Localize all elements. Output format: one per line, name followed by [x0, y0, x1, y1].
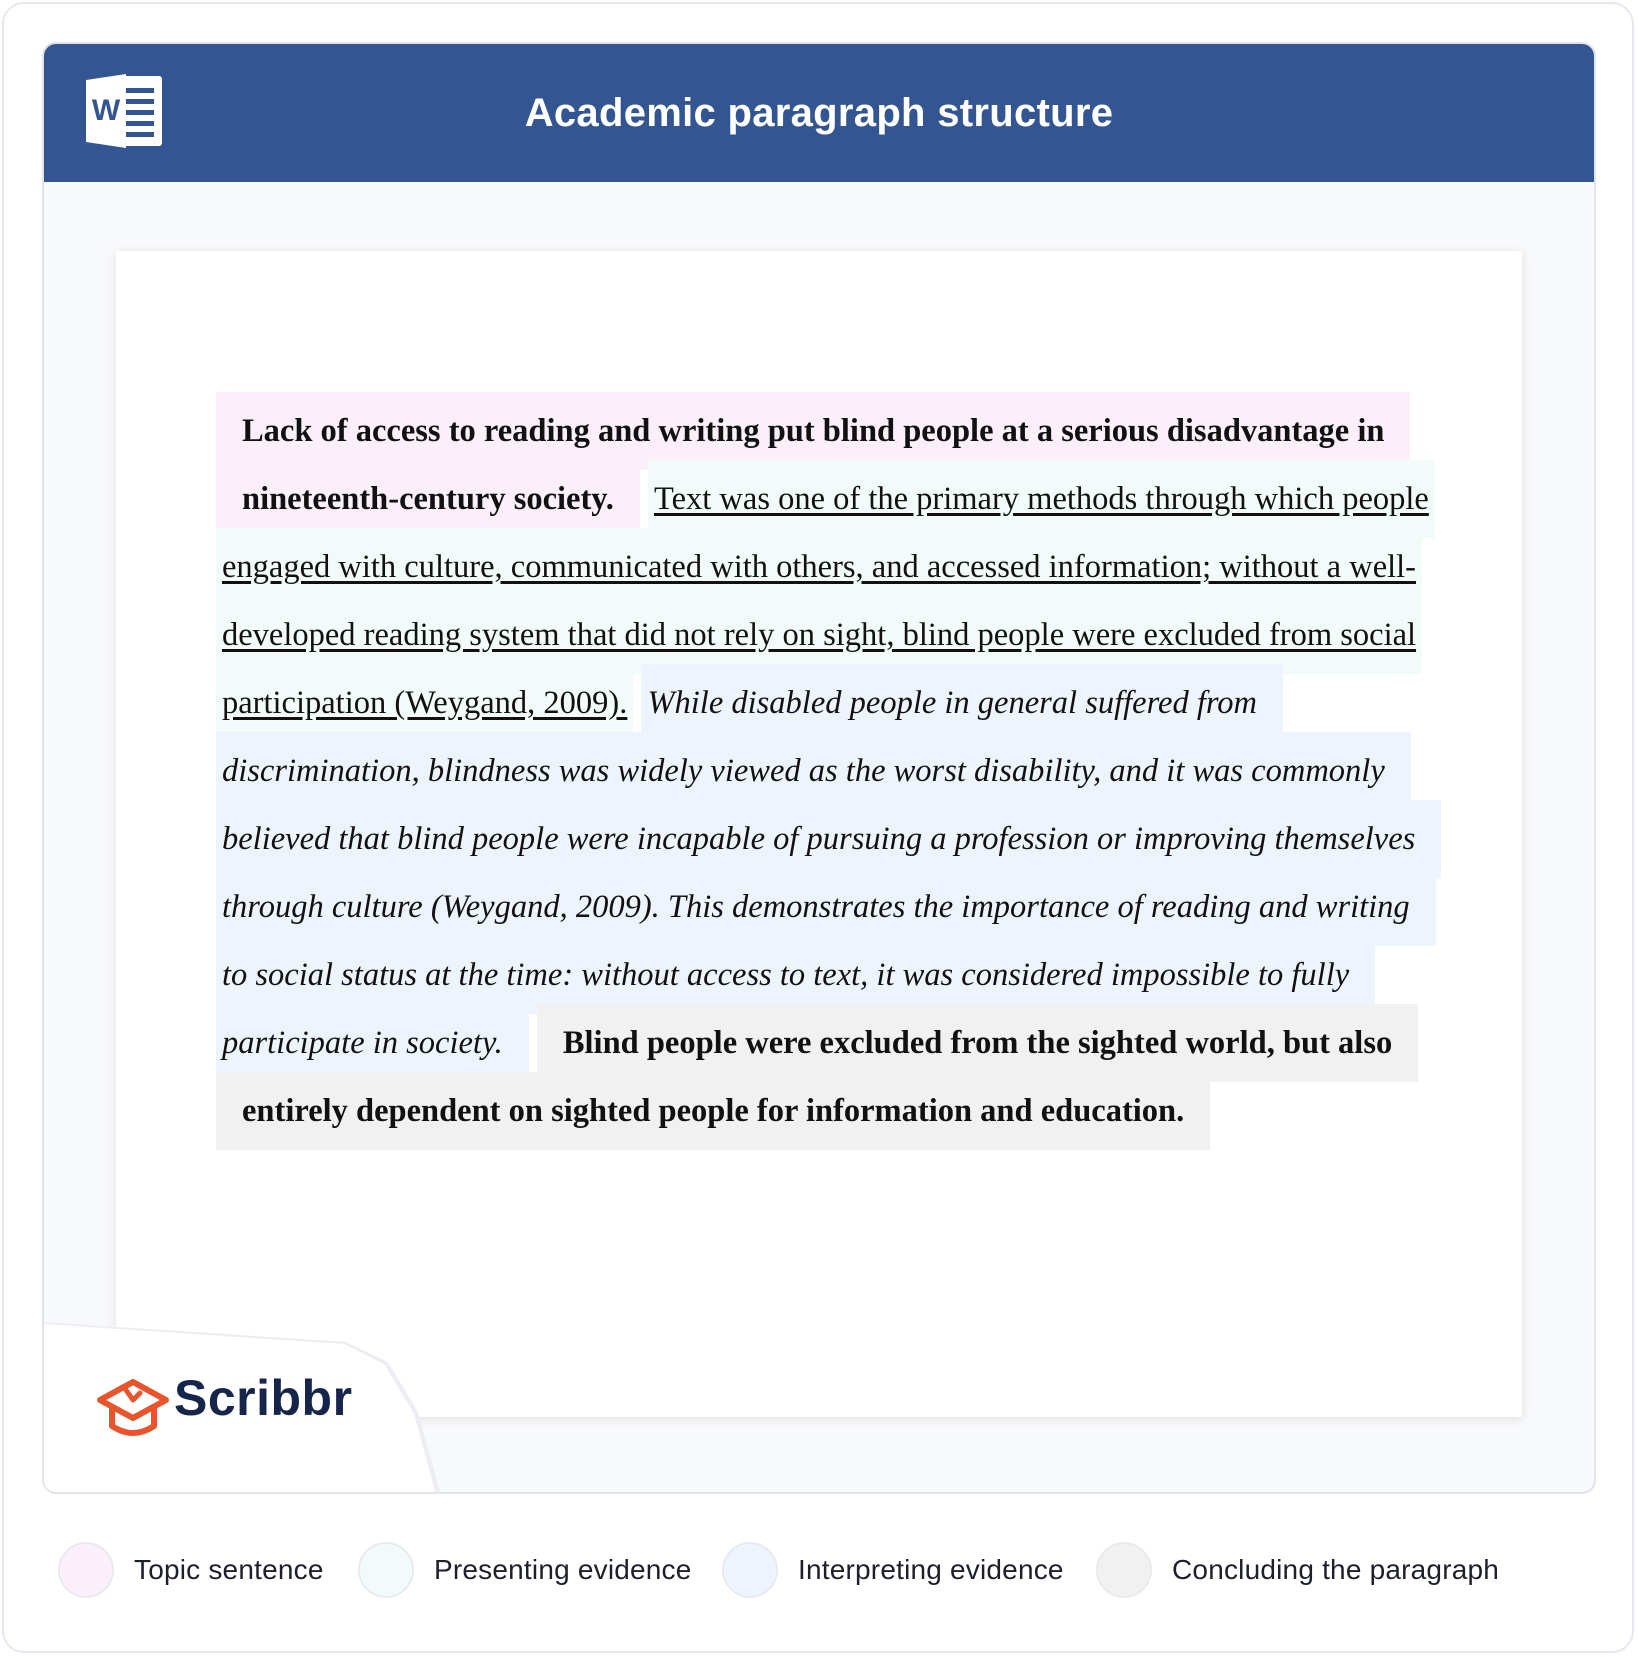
legend-label: Topic sentence [134, 1554, 324, 1585]
legend-swatch-presenting [358, 1542, 414, 1598]
topic-sentence: Lack of access to reading and writing put blind people at a serious disadvantage in nineteenth-century society. [216, 392, 1410, 538]
legend-swatch-interpreting [722, 1542, 778, 1598]
presenting-evidence-text: Text was one of the primary methods through which people engaged with culture, communicated with others, and accessed information; without a well-developed reading system that did not rely on sight, blind people were excluded from social participation (Weygand, 2009). [216, 460, 1435, 742]
document-window [42, 42, 1596, 1494]
legend-item-interpreting [722, 1535, 1064, 1605]
legend-label: Concluding the paragraph [1172, 1554, 1500, 1585]
legend-item-topic [58, 1535, 324, 1605]
legend [0, 1535, 1638, 1605]
legend-swatch-topic [58, 1542, 114, 1598]
paragraph [216, 397, 1432, 1145]
legend-label: Interpreting evidence [798, 1554, 1064, 1585]
concluding-sentence: Blind people were excluded from the sighted world, but also entirely dependent on sighted people for information and education. [216, 1004, 1418, 1150]
legend-item-presenting [358, 1535, 692, 1605]
legend-swatch-concluding [1096, 1542, 1152, 1598]
word-icon-letter: W [91, 94, 121, 127]
graduation-cap-icon [96, 1376, 170, 1442]
legend-item-concluding [1096, 1535, 1499, 1605]
interpreting-evidence-text: While disabled people in general suffered from discrimination, blindness was widely viewed as the worst disability, and it was commonly believed that blind people were incapable of pursuing a profession or improving themselves through culture (Weygand, 2009). This demonstrates the importance of reading and writing to social status at the time: without access to text, it was considered impossible to fully participate in society. [216, 664, 1441, 1082]
legend-label: Presenting evidence [434, 1554, 692, 1585]
brand-name: Scribbr [174, 1370, 353, 1426]
window-header [44, 44, 1594, 182]
document-page [116, 251, 1522, 1417]
page-title: Academic paragraph structure [524, 91, 1114, 135]
